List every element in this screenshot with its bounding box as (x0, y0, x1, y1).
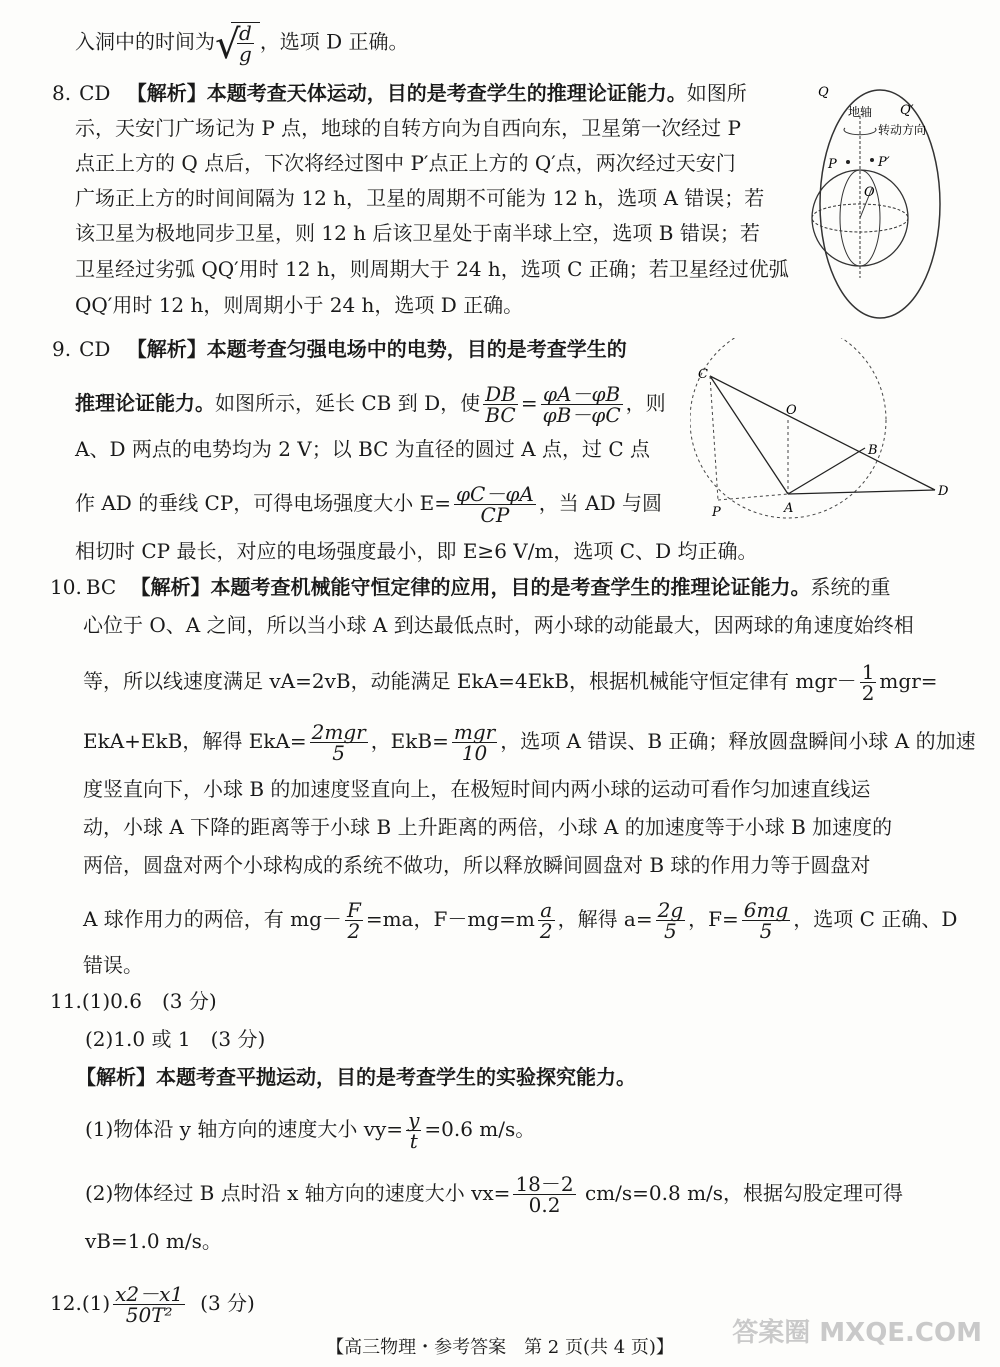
line-ca (710, 376, 788, 494)
q10-line-2: 心位于 O、A 之间，所以当小球 A 到达最低点时，两小球的动能最大，因两球的角速度始终相 (83, 613, 914, 637)
q10-line-4: EkA+EkB，解得 EkA= $\frac{\text{2mgr}}{5}$ ，EkB= $\frac{\text{mgr}}{10}$ ，选项 A 错误、B 正确；释放圆盘瞬间小球 A 的加速 (83, 720, 976, 765)
q10-line-9: 错误。 (83, 953, 143, 977)
label-o: O (864, 185, 875, 200)
q10-line-5: 度竖直向下，小球 B 的加速度竖直向上，在极短时间内两小球的运动可看作匀加速直线运 (83, 777, 871, 801)
q9-line-5: 相切时 CP 最长，对应的电场强度最小，即 E≥6 V/m，选项 C、D 均正确。 (75, 539, 758, 563)
earth-orbit-figure (800, 78, 960, 328)
question-12: 12.(1) $\frac{x2-x1}{\text{50T²}}$ (3 分) (50, 1282, 255, 1327)
q10-line-6: 动，小球 A 下降的距离等于小球 B 上升距离的两倍，小球 A 的加速度等于小球 B 加速度的 (83, 815, 893, 839)
q7-tail-line: 入洞中的时间为 √ $\frac{d}{g}$ ，选项 D 正确。 (75, 21, 409, 68)
q11-line-3: vB=1.0 m/s。 (85, 1229, 222, 1253)
q11-part-1: 11.(1)0.6 (3 分) (50, 989, 217, 1013)
line-ab (788, 448, 865, 494)
q9-line-1: 9. CD 【解析】本题考查匀强电场中的电势，目的是考查学生的 (52, 337, 627, 361)
label-rotation: 转动方向 (878, 123, 927, 137)
q10-line-1: 10. BC 【解析】本题考查机械能守恒定律的应用，目的是考查学生的推理论证能力。系统的重 (50, 575, 891, 599)
q8-line-1: 8. CD 【解析】本题考查天体运动，目的是考查学生的推理论证能力。如图所 (52, 81, 747, 105)
q11-line-1: (1)物体沿 y 轴方向的速度大小 vy= $\frac{y}{t}$ =0.6 m/s。 (85, 1108, 536, 1153)
q8-line-4: 广场正上方的时间间隔为 12 h，卫星的周期不可能为 12 h，选项 A 错误；若 (75, 186, 765, 210)
page-footer: 【高三物理・参考答案 第 2 页(共 4 页)】 (326, 1337, 674, 1358)
q9-line-4: 作 AD 的垂线 CP，可得电场强度大小 E= $\frac{\varphi C-\varphi A}{CP}$ ，当 AD 与圆 (75, 482, 662, 527)
q8-line-7: QQ′用时 12 h，则周期小于 24 h，选项 D 正确。 (75, 293, 524, 317)
label-axis: 地轴 (848, 105, 873, 119)
q10-line-3: 等，所以线速度满足 vA=2vB，动能满足 EkA=4EkB，根据机械能守恒定律有 mgr－ $\frac{1}{2}$ mgr= (83, 660, 938, 705)
label-q: Q (818, 85, 829, 100)
q8-line-5: 该卫星为极地同步卫星，则 12 h 后该卫星处于南半球上空，选项 B 错误；若 (75, 221, 760, 245)
q11-analysis-tag: 【解析】本题考查平抛运动，目的是考查学生的实验探究能力。 (76, 1065, 636, 1089)
line-pa (718, 494, 788, 500)
label-p2: P′ (878, 155, 890, 170)
label-q2: Q′ (900, 103, 914, 118)
q8-line-6: 卫星经过劣弧 QQ′用时 12 h，则周期大于 24 h，选项 C 正确；若卫星经过优弧 (75, 257, 789, 281)
point-p2-dot (870, 158, 874, 162)
q11-part-2: (2)1.0 或 1 (3 分) (85, 1027, 266, 1051)
label-p: P (712, 505, 721, 520)
label-o: O (786, 403, 797, 418)
label-d: D (938, 484, 949, 499)
q8-line-3: 点正上方的 Q 点后，下次将经过图中 P′点正上方的 Q′点，两次经过天安门 (75, 151, 736, 175)
point-p-dot (846, 160, 850, 164)
line-ad (788, 490, 935, 494)
electric-field-circle-figure (690, 338, 960, 528)
q10-line-8: A 球作用力的两倍，有 mg－ $\frac{F}{2}$ =ma，F－mg=m $\frac{a}{2}$ ，解得 a= $\frac{2g}{5}$ ，F= $\frac{6mg}{5}$ ，选项 C 正确、D (83, 898, 958, 943)
sqrt-expression: √ $\frac{d}{g}$ (215, 22, 260, 64)
label-p: P (828, 157, 837, 172)
q11-line-2: (2)物体经过 B 点时沿 x 轴方向的速度大小 vx= $\frac{18-2}{0.2}$ cm/s=0.8 m/s，根据勾股定理可得 (85, 1172, 904, 1217)
q10-line-7: 两倍，圆盘对两个小球构成的系统不做功，所以释放瞬间圆盘对 B 球的作用力等于圆盘对 (83, 853, 871, 877)
label-c: C (698, 367, 708, 382)
watermark-logo: 答案圈 MXQE.COM (732, 1318, 982, 1348)
label-a: A (784, 501, 794, 516)
label-b: B (868, 443, 878, 458)
q9-line-3: A、D 两点的电势均为 2 V；以 BC 为直径的圆过 A 点，过 C 点 (75, 437, 650, 461)
q8-line-2: 示，天安门广场记为 P 点，地球的自转方向为自西向东，卫星第一次经过 P (75, 116, 741, 140)
q9-line-2: 推理论证能力。如图所示，延长 CB 到 D，使 $\frac{DB}{BC}$ = $\frac{\varphi A-\varphi B}{\varphi B-\varphi C}$ ，则 (75, 382, 666, 427)
